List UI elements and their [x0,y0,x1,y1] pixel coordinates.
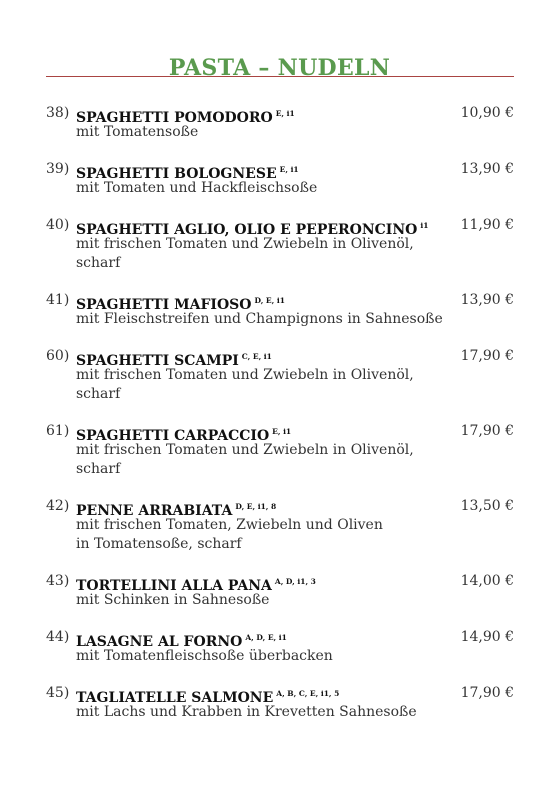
item-price: 17,90 € [460,348,514,364]
item-price: 14,90 € [460,629,514,645]
menu-item [0,684,559,740]
item-description [76,591,456,610]
item-allergens: D, E, i1 [254,296,285,305]
item-name: TORTELLINI ALLA PANA [76,578,272,594]
item-allergens: E, i1 [279,165,299,174]
item-number: 43) [46,573,70,589]
item-description [76,310,456,329]
menu-item [0,104,559,160]
item-price: 13,50 € [460,498,514,514]
item-description-line: scharf [76,461,121,477]
item-number: 41) [46,292,70,308]
item-name: SPAGHETTI SCAMPI [76,353,239,369]
item-number: 38) [46,105,70,121]
menu-list [0,104,559,740]
item-description-line: mit frischen Tomaten und Zwiebeln in Olivenöl, [76,367,414,383]
item-name: SPAGHETTI POMODORO [76,110,273,126]
item-description [76,441,456,479]
menu-item [0,216,559,291]
item-description [76,647,456,666]
item-allergens: D, E, i1, 8 [235,502,277,511]
item-allergens: C, E, i1 [241,352,272,361]
item-name: PENNE ARRABIATA [76,503,233,519]
item-name: TAGLIATELLE SALMONE [76,690,274,706]
menu-item [0,497,559,572]
item-name: SPAGHETTI AGLIO, OLIO E PEPERONCINO [76,222,418,238]
item-allergens: A, D, E, i1 [245,633,287,642]
menu-item [0,572,559,628]
item-number: 42) [46,498,70,514]
title-divider [46,76,514,77]
item-number: 39) [46,161,70,177]
item-price: 13,90 € [460,161,514,177]
item-number: 60) [46,348,70,364]
item-description-line: mit Tomatensoße [76,124,199,140]
page-title: PASTA – NUDELN [168,54,391,81]
item-allergens: E, i1 [272,427,292,436]
item-name: LASAGNE AL FORNO [76,634,243,650]
item-description [76,179,456,198]
item-price: 14,00 € [460,573,514,589]
item-description-line: mit Lachs und Krabben in Krevetten Sahnesoße [76,704,417,720]
item-description-line: mit Fleischstreifen und Champignons in Sahnesoße [76,311,443,327]
item-price: 11,90 € [460,217,514,233]
item-description-line: mit frischen Tomaten und Zwiebeln in Olivenöl, [76,236,414,252]
item-price: 17,90 € [460,685,514,701]
item-price: 13,90 € [460,292,514,308]
item-allergens: A, D, i1, 3 [274,577,316,586]
item-description [76,235,456,273]
menu-item [0,422,559,497]
item-price: 10,90 € [460,105,514,121]
item-description-line: mit Tomaten und Hackfleischsoße [76,180,318,196]
item-number: 40) [46,217,70,233]
item-description-line: scharf [76,386,121,402]
item-allergens: i1 [420,221,429,230]
item-price: 17,90 € [460,423,514,439]
menu-item [0,160,559,216]
item-number: 44) [46,629,70,645]
item-description-line: mit Tomatenfleischsoße überbacken [76,648,333,664]
item-allergens: E, i1 [275,109,295,118]
item-number: 61) [46,423,70,439]
item-name: SPAGHETTI BOLOGNESE [76,166,277,182]
item-description [76,703,456,722]
item-description-line: mit frischen Tomaten, Zwiebeln und Oliven [76,517,383,533]
item-description-line: mit frischen Tomaten und Zwiebeln in Olivenöl, [76,442,414,458]
item-name: SPAGHETTI CARPACCIO [76,428,270,444]
item-description [76,516,456,554]
item-description-line: mit Schinken in Sahnesoße [76,592,270,608]
menu-item [0,628,559,684]
item-description [76,123,456,142]
menu-item [0,347,559,422]
item-name: SPAGHETTI MAFIOSO [76,297,252,313]
menu-item [0,291,559,347]
item-description [76,366,456,404]
item-description-line: in Tomatensoße, scharf [76,536,242,552]
item-number: 45) [46,685,70,701]
item-description-line: scharf [76,255,121,271]
item-allergens: A, B, C, E, i1, 5 [276,689,340,698]
